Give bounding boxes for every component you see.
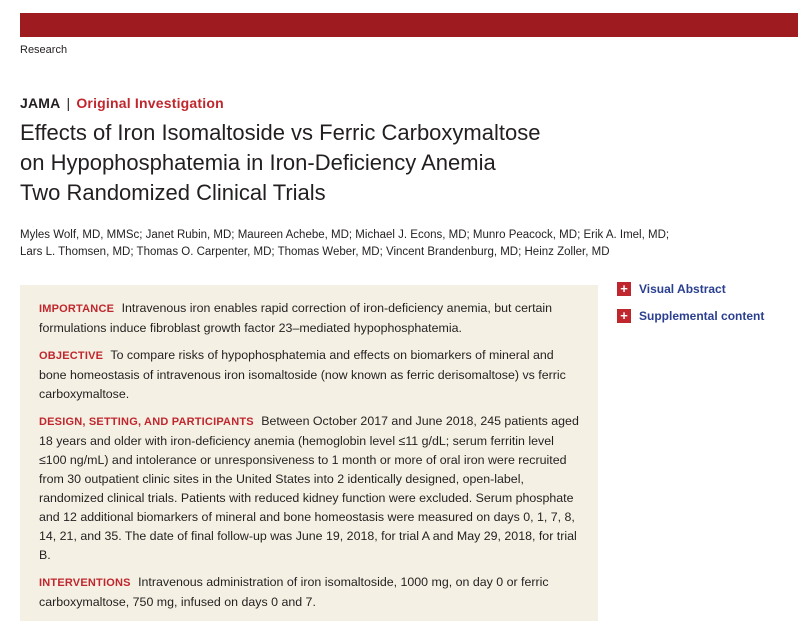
visual-abstract-label: Visual Abstract <box>639 282 726 296</box>
abstract-importance <box>39 299 580 338</box>
design-text: Between October 2017 and June 2018, 245 patients aged 18 years and older with iron-deficiency anemia (hemoglobin level ≤11 g/dL; serum ferritin level ≤100 ng/mL) and intolerance or unresponsiveness to 1 month or more of oral iron were recruited from 30 outpatient clinic sites in the United States into 2 identically designed, open-label, randomized clinical trials. Patients with reduced kidney function were excluded. Serum phosphate and 12 additional biomarkers of mineral and bone homeostasis were measured on days 0, 1, 7, 8, 14, 21, and 35. The date of final follow-up was June 19, 2018, for trial A and May 29, 2018, for trial B. <box>39 414 579 562</box>
abstract-objective <box>39 346 580 404</box>
interventions-heading: INTERVENTIONS <box>39 577 131 589</box>
plus-icon: + <box>617 309 631 323</box>
section-label: Research <box>20 44 68 56</box>
article-type: Original Investigation <box>76 95 224 111</box>
title-line-1: Effects of Iron Isomaltoside vs Ferric Carboxymaltose <box>20 120 541 145</box>
abstract-design <box>39 412 580 565</box>
authors-line-1: Myles Wolf, MD, MMSc; Janet Rubin, MD; Maureen Achebe, MD; Michael J. Econs, MD; Munro Peacock, MD; Erik A. Imel, MD; <box>20 229 670 241</box>
masthead <box>20 95 224 111</box>
importance-text: Intravenous iron enables rapid correction of iron-deficiency anemia, but certain formulations induce fibroblast growth factor 23–mediated hypophosphatemia. <box>39 301 553 335</box>
article-subtitle: Two Randomized Clinical Trials <box>20 180 326 205</box>
author-list <box>20 227 670 261</box>
journal-name: JAMA <box>20 95 61 111</box>
interventions-text: Intravenous administration of iron isomaltoside, 1000 mg, on day 0 or ferric carboxymaltose, 750 mg, infused on days 0 and 7. <box>39 575 549 609</box>
article-title <box>20 118 660 208</box>
supplemental-content-label: Supplemental content <box>639 309 765 323</box>
plus-icon: + <box>617 282 631 296</box>
supplemental-content-link[interactable] <box>617 307 764 325</box>
design-heading: DESIGN, SETTING, AND PARTICIPANTS <box>39 416 254 428</box>
objective-text: To compare risks of hypophosphatemia and effects on biomarkers of mineral and bone homeostasis of intravenous iron isomaltoside (now known as ferric derisomaltose) vs ferric carboxymaltose. <box>39 348 566 401</box>
visual-abstract-link[interactable] <box>617 280 764 298</box>
abstract-interventions <box>39 573 580 612</box>
objective-heading: OBJECTIVE <box>39 350 104 362</box>
abstract-box <box>20 285 598 621</box>
masthead-separator: | <box>66 95 71 111</box>
journal-banner <box>20 13 798 37</box>
importance-heading: IMPORTANCE <box>39 303 115 315</box>
authors-line-2: Lars L. Thomsen, MD; Thomas O. Carpenter, MD; Thomas Weber, MD; Vincent Brandenburg, MD; Heinz Zoller, MD <box>20 246 610 258</box>
title-line-2: on Hypophosphatemia in Iron-Deficiency Anemia <box>20 150 496 175</box>
supplement-links <box>617 280 764 334</box>
